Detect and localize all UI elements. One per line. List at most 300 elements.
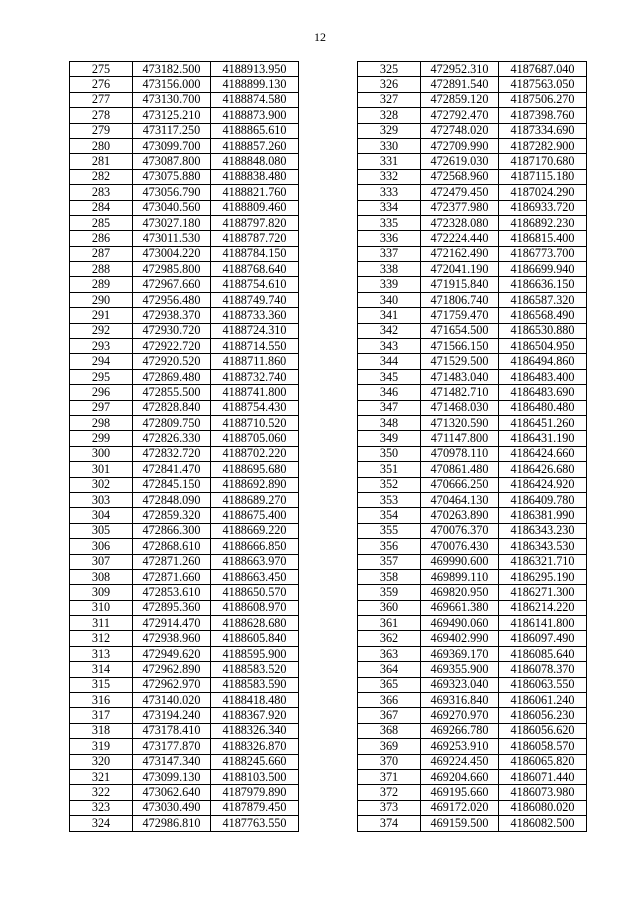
table-row bbox=[358, 492, 587, 507]
y-coordinate-cell: 4186071.440 bbox=[499, 769, 587, 784]
x-coordinate-cell: 472920.520 bbox=[133, 354, 211, 369]
y-coordinate-cell: 4186141.800 bbox=[499, 616, 587, 631]
table-row bbox=[358, 754, 587, 769]
x-coordinate-cell: 472041.190 bbox=[421, 262, 499, 277]
table-row bbox=[70, 215, 299, 230]
y-coordinate-cell: 4187282.900 bbox=[499, 138, 587, 153]
y-coordinate-cell: 4186480.480 bbox=[499, 400, 587, 415]
table-row bbox=[358, 785, 587, 800]
table-row bbox=[70, 446, 299, 461]
table-row bbox=[70, 554, 299, 569]
table-row bbox=[70, 385, 299, 400]
x-coordinate-cell: 472956.480 bbox=[133, 292, 211, 307]
table-row bbox=[358, 108, 587, 123]
point-number-cell: 363 bbox=[358, 646, 421, 661]
point-number-cell: 298 bbox=[70, 415, 133, 430]
y-coordinate-cell: 4186058.570 bbox=[499, 739, 587, 754]
point-number-cell: 353 bbox=[358, 492, 421, 507]
y-coordinate-cell: 4188857.260 bbox=[211, 138, 299, 153]
point-number-cell: 312 bbox=[70, 631, 133, 646]
y-coordinate-cell: 4186587.320 bbox=[499, 292, 587, 307]
table-row bbox=[70, 646, 299, 661]
table-row bbox=[70, 415, 299, 430]
table-row bbox=[70, 169, 299, 184]
y-coordinate-cell: 4188695.680 bbox=[211, 462, 299, 477]
x-coordinate-cell: 469899.110 bbox=[421, 569, 499, 584]
table-row bbox=[70, 200, 299, 215]
point-number-cell: 324 bbox=[70, 816, 133, 831]
point-number-cell: 297 bbox=[70, 400, 133, 415]
table-row bbox=[70, 739, 299, 754]
x-coordinate-cell: 472930.720 bbox=[133, 323, 211, 338]
x-coordinate-cell: 470666.250 bbox=[421, 477, 499, 492]
y-coordinate-cell: 4187979.890 bbox=[211, 785, 299, 800]
table-row bbox=[70, 523, 299, 538]
point-number-cell: 322 bbox=[70, 785, 133, 800]
x-coordinate-cell: 469316.840 bbox=[421, 693, 499, 708]
point-number-cell: 311 bbox=[70, 616, 133, 631]
point-number-cell: 337 bbox=[358, 246, 421, 261]
x-coordinate-cell: 470861.480 bbox=[421, 462, 499, 477]
x-coordinate-cell: 472949.620 bbox=[133, 646, 211, 661]
point-number-cell: 309 bbox=[70, 585, 133, 600]
x-coordinate-cell: 472377.980 bbox=[421, 200, 499, 215]
x-coordinate-cell: 472952.310 bbox=[421, 62, 499, 77]
x-coordinate-cell: 471654.500 bbox=[421, 323, 499, 338]
y-coordinate-cell: 4188666.850 bbox=[211, 539, 299, 554]
point-number-cell: 293 bbox=[70, 339, 133, 354]
table-row bbox=[70, 585, 299, 600]
table-row bbox=[70, 600, 299, 615]
y-coordinate-cell: 4186892.230 bbox=[499, 215, 587, 230]
point-number-cell: 360 bbox=[358, 600, 421, 615]
x-coordinate-cell: 469661.380 bbox=[421, 600, 499, 615]
point-number-cell: 283 bbox=[70, 185, 133, 200]
point-number-cell: 365 bbox=[358, 677, 421, 692]
x-coordinate-cell: 471915.840 bbox=[421, 277, 499, 292]
point-number-cell: 303 bbox=[70, 492, 133, 507]
y-coordinate-cell: 4187170.680 bbox=[499, 154, 587, 169]
table-row bbox=[70, 723, 299, 738]
y-coordinate-cell: 4186451.260 bbox=[499, 415, 587, 430]
y-coordinate-cell: 4186343.530 bbox=[499, 539, 587, 554]
x-coordinate-cell: 472859.320 bbox=[133, 508, 211, 523]
x-coordinate-cell: 472914.470 bbox=[133, 616, 211, 631]
point-number-cell: 290 bbox=[70, 292, 133, 307]
y-coordinate-cell: 4188326.870 bbox=[211, 739, 299, 754]
x-coordinate-cell: 472986.810 bbox=[133, 816, 211, 831]
x-coordinate-cell: 470263.890 bbox=[421, 508, 499, 523]
point-number-cell: 358 bbox=[358, 569, 421, 584]
y-coordinate-cell: 4188754.610 bbox=[211, 277, 299, 292]
table-row bbox=[70, 262, 299, 277]
table-row bbox=[70, 185, 299, 200]
point-number-cell: 284 bbox=[70, 200, 133, 215]
point-number-cell: 343 bbox=[358, 339, 421, 354]
point-number-cell: 279 bbox=[70, 123, 133, 138]
x-coordinate-cell: 469204.660 bbox=[421, 769, 499, 784]
point-number-cell: 292 bbox=[70, 323, 133, 338]
x-coordinate-cell: 472479.450 bbox=[421, 185, 499, 200]
point-number-cell: 286 bbox=[70, 231, 133, 246]
table-row bbox=[70, 539, 299, 554]
x-coordinate-cell: 473062.640 bbox=[133, 785, 211, 800]
x-coordinate-cell: 472967.660 bbox=[133, 277, 211, 292]
table-row bbox=[70, 616, 299, 631]
x-coordinate-cell: 472568.960 bbox=[421, 169, 499, 184]
table-row bbox=[70, 631, 299, 646]
table-row bbox=[358, 508, 587, 523]
point-number-cell: 314 bbox=[70, 662, 133, 677]
table-row bbox=[358, 123, 587, 138]
y-coordinate-cell: 4187024.290 bbox=[499, 185, 587, 200]
table-row bbox=[70, 138, 299, 153]
table-row bbox=[358, 554, 587, 569]
point-number-cell: 291 bbox=[70, 308, 133, 323]
x-coordinate-cell: 473027.180 bbox=[133, 215, 211, 230]
table-row bbox=[70, 569, 299, 584]
y-coordinate-cell: 4187687.040 bbox=[499, 62, 587, 77]
y-coordinate-cell: 4187334.690 bbox=[499, 123, 587, 138]
point-number-cell: 349 bbox=[358, 431, 421, 446]
table-row bbox=[358, 62, 587, 77]
table-row bbox=[358, 415, 587, 430]
y-coordinate-cell: 4186082.500 bbox=[499, 816, 587, 831]
x-coordinate-cell: 472832.720 bbox=[133, 446, 211, 461]
table-row bbox=[70, 508, 299, 523]
point-number-cell: 299 bbox=[70, 431, 133, 446]
x-coordinate-cell: 469159.500 bbox=[421, 816, 499, 831]
point-number-cell: 370 bbox=[358, 754, 421, 769]
point-number-cell: 331 bbox=[358, 154, 421, 169]
table-row bbox=[358, 277, 587, 292]
x-coordinate-cell: 472162.490 bbox=[421, 246, 499, 261]
y-coordinate-cell: 4188702.220 bbox=[211, 446, 299, 461]
coordinates-table-left bbox=[69, 61, 299, 832]
y-coordinate-cell: 4186933.720 bbox=[499, 200, 587, 215]
y-coordinate-cell: 4187506.270 bbox=[499, 92, 587, 107]
table-row bbox=[358, 431, 587, 446]
x-coordinate-cell: 473030.490 bbox=[133, 800, 211, 815]
table-row bbox=[358, 662, 587, 677]
x-coordinate-cell: 472895.360 bbox=[133, 600, 211, 615]
x-coordinate-cell: 472828.840 bbox=[133, 400, 211, 415]
point-number-cell: 344 bbox=[358, 354, 421, 369]
x-coordinate-cell: 472848.090 bbox=[133, 492, 211, 507]
point-number-cell: 341 bbox=[358, 308, 421, 323]
point-number-cell: 307 bbox=[70, 554, 133, 569]
y-coordinate-cell: 4187563.050 bbox=[499, 77, 587, 92]
table-row bbox=[358, 631, 587, 646]
table-row bbox=[70, 292, 299, 307]
y-coordinate-cell: 4188583.590 bbox=[211, 677, 299, 692]
x-coordinate-cell: 471482.710 bbox=[421, 385, 499, 400]
y-coordinate-cell: 4188663.970 bbox=[211, 554, 299, 569]
point-number-cell: 330 bbox=[358, 138, 421, 153]
table-row bbox=[70, 354, 299, 369]
x-coordinate-cell: 472224.440 bbox=[421, 231, 499, 246]
x-coordinate-cell: 470464.130 bbox=[421, 492, 499, 507]
y-coordinate-cell: 4186271.300 bbox=[499, 585, 587, 600]
point-number-cell: 339 bbox=[358, 277, 421, 292]
y-coordinate-cell: 4186295.190 bbox=[499, 569, 587, 584]
table-row bbox=[358, 385, 587, 400]
point-number-cell: 296 bbox=[70, 385, 133, 400]
y-coordinate-cell: 4188787.720 bbox=[211, 231, 299, 246]
y-coordinate-cell: 4188797.820 bbox=[211, 215, 299, 230]
x-coordinate-cell: 469195.660 bbox=[421, 785, 499, 800]
table-row bbox=[358, 739, 587, 754]
x-coordinate-cell: 472962.970 bbox=[133, 677, 211, 692]
y-coordinate-cell: 4186321.710 bbox=[499, 554, 587, 569]
point-number-cell: 313 bbox=[70, 646, 133, 661]
y-coordinate-cell: 4186409.780 bbox=[499, 492, 587, 507]
y-coordinate-cell: 4188710.520 bbox=[211, 415, 299, 430]
y-coordinate-cell: 4186343.230 bbox=[499, 523, 587, 538]
table-row bbox=[358, 708, 587, 723]
table-row bbox=[70, 785, 299, 800]
table-row bbox=[358, 138, 587, 153]
point-number-cell: 276 bbox=[70, 77, 133, 92]
table-row bbox=[358, 185, 587, 200]
x-coordinate-cell: 472938.370 bbox=[133, 308, 211, 323]
table-row bbox=[70, 154, 299, 169]
x-coordinate-cell: 469224.450 bbox=[421, 754, 499, 769]
point-number-cell: 345 bbox=[358, 369, 421, 384]
x-coordinate-cell: 471147.800 bbox=[421, 431, 499, 446]
coordinates-table-right bbox=[357, 61, 587, 832]
y-coordinate-cell: 4186636.150 bbox=[499, 277, 587, 292]
x-coordinate-cell: 472748.020 bbox=[421, 123, 499, 138]
x-coordinate-cell: 472859.120 bbox=[421, 92, 499, 107]
y-coordinate-cell: 4188245.660 bbox=[211, 754, 299, 769]
table-row bbox=[358, 292, 587, 307]
y-coordinate-cell: 4186085.640 bbox=[499, 646, 587, 661]
point-number-cell: 338 bbox=[358, 262, 421, 277]
point-number-cell: 302 bbox=[70, 477, 133, 492]
table-row bbox=[358, 154, 587, 169]
y-coordinate-cell: 4188418.480 bbox=[211, 693, 299, 708]
x-coordinate-cell: 472841.470 bbox=[133, 462, 211, 477]
y-coordinate-cell: 4186424.920 bbox=[499, 477, 587, 492]
y-coordinate-cell: 4188705.060 bbox=[211, 431, 299, 446]
y-coordinate-cell: 4188714.550 bbox=[211, 339, 299, 354]
table-row bbox=[70, 108, 299, 123]
x-coordinate-cell: 472845.150 bbox=[133, 477, 211, 492]
x-coordinate-cell: 472619.030 bbox=[421, 154, 499, 169]
point-number-cell: 347 bbox=[358, 400, 421, 415]
table-row bbox=[358, 77, 587, 92]
point-number-cell: 356 bbox=[358, 539, 421, 554]
y-coordinate-cell: 4186073.980 bbox=[499, 785, 587, 800]
point-number-cell: 300 bbox=[70, 446, 133, 461]
point-number-cell: 326 bbox=[358, 77, 421, 92]
x-coordinate-cell: 472853.610 bbox=[133, 585, 211, 600]
x-coordinate-cell: 473099.130 bbox=[133, 769, 211, 784]
x-coordinate-cell: 470076.430 bbox=[421, 539, 499, 554]
table-row bbox=[70, 816, 299, 831]
y-coordinate-cell: 4188809.460 bbox=[211, 200, 299, 215]
point-number-cell: 310 bbox=[70, 600, 133, 615]
y-coordinate-cell: 4188848.080 bbox=[211, 154, 299, 169]
y-coordinate-cell: 4186568.490 bbox=[499, 308, 587, 323]
point-number-cell: 359 bbox=[358, 585, 421, 600]
y-coordinate-cell: 4188650.570 bbox=[211, 585, 299, 600]
x-coordinate-cell: 471566.150 bbox=[421, 339, 499, 354]
y-coordinate-cell: 4186065.820 bbox=[499, 754, 587, 769]
point-number-cell: 369 bbox=[358, 739, 421, 754]
y-coordinate-cell: 4186080.020 bbox=[499, 800, 587, 815]
y-coordinate-cell: 4188874.580 bbox=[211, 92, 299, 107]
x-coordinate-cell: 473182.500 bbox=[133, 62, 211, 77]
table-row bbox=[70, 769, 299, 784]
y-coordinate-cell: 4188733.360 bbox=[211, 308, 299, 323]
y-coordinate-cell: 4186097.490 bbox=[499, 631, 587, 646]
point-number-cell: 328 bbox=[358, 108, 421, 123]
table-row bbox=[70, 277, 299, 292]
point-number-cell: 319 bbox=[70, 739, 133, 754]
table-row bbox=[358, 339, 587, 354]
y-coordinate-cell: 4188913.950 bbox=[211, 62, 299, 77]
y-coordinate-cell: 4187115.180 bbox=[499, 169, 587, 184]
table-row bbox=[70, 708, 299, 723]
x-coordinate-cell: 473004.220 bbox=[133, 246, 211, 261]
table-row bbox=[70, 323, 299, 338]
table-row bbox=[358, 693, 587, 708]
point-number-cell: 335 bbox=[358, 215, 421, 230]
table-row bbox=[70, 123, 299, 138]
x-coordinate-cell: 469323.040 bbox=[421, 677, 499, 692]
table-row bbox=[70, 677, 299, 692]
point-number-cell: 354 bbox=[358, 508, 421, 523]
table-row bbox=[358, 262, 587, 277]
x-coordinate-cell: 472869.480 bbox=[133, 369, 211, 384]
table-row bbox=[358, 539, 587, 554]
table-row bbox=[70, 662, 299, 677]
y-coordinate-cell: 4186056.230 bbox=[499, 708, 587, 723]
x-coordinate-cell: 472891.540 bbox=[421, 77, 499, 92]
point-number-cell: 318 bbox=[70, 723, 133, 738]
point-number-cell: 278 bbox=[70, 108, 133, 123]
y-coordinate-cell: 4187879.450 bbox=[211, 800, 299, 815]
table-row bbox=[70, 231, 299, 246]
x-coordinate-cell: 469355.900 bbox=[421, 662, 499, 677]
table-row bbox=[358, 400, 587, 415]
y-coordinate-cell: 4186431.190 bbox=[499, 431, 587, 446]
x-coordinate-cell: 469490.060 bbox=[421, 616, 499, 631]
point-number-cell: 333 bbox=[358, 185, 421, 200]
point-number-cell: 305 bbox=[70, 523, 133, 538]
y-coordinate-cell: 4186504.950 bbox=[499, 339, 587, 354]
table-row bbox=[358, 600, 587, 615]
point-number-cell: 352 bbox=[358, 477, 421, 492]
point-number-cell: 374 bbox=[358, 816, 421, 831]
point-number-cell: 351 bbox=[358, 462, 421, 477]
point-number-cell: 371 bbox=[358, 769, 421, 784]
y-coordinate-cell: 4186483.690 bbox=[499, 385, 587, 400]
point-number-cell: 306 bbox=[70, 539, 133, 554]
table-row bbox=[358, 462, 587, 477]
x-coordinate-cell: 471483.040 bbox=[421, 369, 499, 384]
point-number-cell: 294 bbox=[70, 354, 133, 369]
point-number-cell: 327 bbox=[358, 92, 421, 107]
point-number-cell: 366 bbox=[358, 693, 421, 708]
x-coordinate-cell: 473099.700 bbox=[133, 138, 211, 153]
x-coordinate-cell: 472985.800 bbox=[133, 262, 211, 277]
point-number-cell: 301 bbox=[70, 462, 133, 477]
x-coordinate-cell: 470076.370 bbox=[421, 523, 499, 538]
point-number-cell: 373 bbox=[358, 800, 421, 815]
point-number-cell: 308 bbox=[70, 569, 133, 584]
table-row bbox=[358, 569, 587, 584]
y-coordinate-cell: 4188692.890 bbox=[211, 477, 299, 492]
point-number-cell: 332 bbox=[358, 169, 421, 184]
x-coordinate-cell: 472328.080 bbox=[421, 215, 499, 230]
table-row bbox=[70, 431, 299, 446]
y-coordinate-cell: 4188367.920 bbox=[211, 708, 299, 723]
table-row bbox=[358, 677, 587, 692]
table-row bbox=[70, 492, 299, 507]
point-number-cell: 372 bbox=[358, 785, 421, 800]
x-coordinate-cell: 473178.410 bbox=[133, 723, 211, 738]
table-row bbox=[358, 769, 587, 784]
x-coordinate-cell: 472792.470 bbox=[421, 108, 499, 123]
x-coordinate-cell: 473140.020 bbox=[133, 693, 211, 708]
y-coordinate-cell: 4188873.900 bbox=[211, 108, 299, 123]
point-number-cell: 282 bbox=[70, 169, 133, 184]
y-coordinate-cell: 4186530.880 bbox=[499, 323, 587, 338]
y-coordinate-cell: 4186381.990 bbox=[499, 508, 587, 523]
point-number-cell: 334 bbox=[358, 200, 421, 215]
x-coordinate-cell: 472922.720 bbox=[133, 339, 211, 354]
point-number-cell: 329 bbox=[358, 123, 421, 138]
x-coordinate-cell: 473075.880 bbox=[133, 169, 211, 184]
y-coordinate-cell: 4188326.340 bbox=[211, 723, 299, 738]
point-number-cell: 304 bbox=[70, 508, 133, 523]
table-row bbox=[358, 800, 587, 815]
x-coordinate-cell: 472826.330 bbox=[133, 431, 211, 446]
point-number-cell: 287 bbox=[70, 246, 133, 261]
x-coordinate-cell: 471320.590 bbox=[421, 415, 499, 430]
table-row bbox=[358, 616, 587, 631]
y-coordinate-cell: 4188749.740 bbox=[211, 292, 299, 307]
y-coordinate-cell: 4186483.400 bbox=[499, 369, 587, 384]
table-row bbox=[70, 400, 299, 415]
x-coordinate-cell: 473125.210 bbox=[133, 108, 211, 123]
table-row bbox=[358, 723, 587, 738]
x-coordinate-cell: 470978.110 bbox=[421, 446, 499, 461]
x-coordinate-cell: 469820.950 bbox=[421, 585, 499, 600]
table-row bbox=[358, 523, 587, 538]
x-coordinate-cell: 472871.660 bbox=[133, 569, 211, 584]
y-coordinate-cell: 4188724.310 bbox=[211, 323, 299, 338]
table-row bbox=[358, 354, 587, 369]
point-number-cell: 317 bbox=[70, 708, 133, 723]
table-row bbox=[358, 308, 587, 323]
table-row bbox=[358, 169, 587, 184]
x-coordinate-cell: 473040.560 bbox=[133, 200, 211, 215]
y-coordinate-cell: 4186699.940 bbox=[499, 262, 587, 277]
y-coordinate-cell: 4188675.400 bbox=[211, 508, 299, 523]
y-coordinate-cell: 4188583.520 bbox=[211, 662, 299, 677]
y-coordinate-cell: 4188821.760 bbox=[211, 185, 299, 200]
y-coordinate-cell: 4188689.270 bbox=[211, 492, 299, 507]
table-row bbox=[358, 369, 587, 384]
x-coordinate-cell: 473117.250 bbox=[133, 123, 211, 138]
x-coordinate-cell: 469270.970 bbox=[421, 708, 499, 723]
point-number-cell: 362 bbox=[358, 631, 421, 646]
y-coordinate-cell: 4188103.500 bbox=[211, 769, 299, 784]
